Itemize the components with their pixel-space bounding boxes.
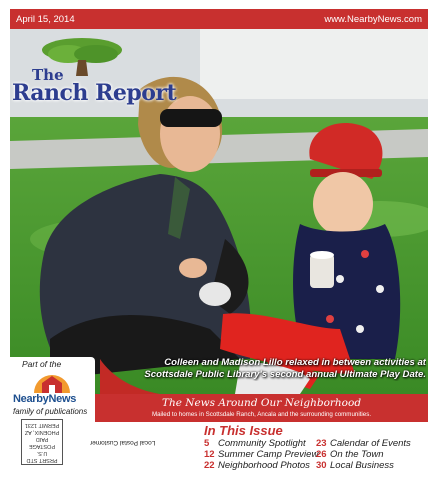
issue-page: 5 bbox=[204, 438, 210, 449]
part-of-badge bbox=[10, 357, 95, 423]
website-link[interactable]: www.NearbyNews.com bbox=[324, 13, 422, 25]
issue-label: Calendar of Events bbox=[330, 438, 411, 449]
issue-page: 30 bbox=[316, 460, 327, 471]
issue-item[interactable] bbox=[316, 438, 411, 449]
issue-column-left bbox=[204, 438, 318, 471]
brand-family: family of publications bbox=[13, 407, 88, 416]
issue-label: Community Spotlight bbox=[218, 438, 306, 449]
news-band bbox=[95, 394, 428, 422]
publication-title: Ranch Report bbox=[12, 80, 177, 106]
caption-line-1: Colleen and Madison Lillo relaxed in between activities at bbox=[164, 357, 426, 368]
issue-item[interactable] bbox=[316, 460, 411, 471]
issue-page: 26 bbox=[316, 449, 327, 460]
bottom-section bbox=[10, 423, 428, 477]
in-this-issue-title: In This Issue bbox=[204, 423, 283, 438]
postal-box bbox=[21, 419, 63, 465]
top-banner bbox=[10, 9, 428, 29]
issue-label: On the Town bbox=[330, 449, 384, 460]
issue-date: April 15, 2014 bbox=[16, 13, 75, 25]
issue-label: Neighborhood Photos bbox=[218, 460, 310, 471]
part-of-label: Part of the bbox=[22, 359, 62, 369]
issue-label: Summer Camp Preview bbox=[218, 449, 319, 460]
postal-line: PERMIT 1231 bbox=[24, 422, 60, 428]
caption-line-2: Scottsdale Public Library's second annual Ultimate Play Date. bbox=[144, 369, 426, 380]
postal-indicia bbox=[12, 422, 72, 465]
postal-line: PRSRT STD bbox=[26, 457, 58, 463]
postal-line: U.S. POSTAGE bbox=[28, 443, 56, 456]
issue-page: 12 bbox=[204, 449, 215, 460]
masthead-the: The bbox=[32, 66, 64, 84]
brand-name: NearbyNews bbox=[13, 393, 77, 405]
issue-item[interactable] bbox=[204, 449, 318, 460]
issue-page: 23 bbox=[316, 438, 327, 449]
masthead bbox=[10, 36, 177, 114]
news-band-heading: The News Around Our Neighborhood bbox=[161, 397, 362, 409]
issue-label: Local Business bbox=[330, 460, 394, 471]
issue-item[interactable] bbox=[204, 460, 318, 471]
news-band-subheading: Mailed to homes in Scottsdale Ranch, Ancala and the surrounding communities. bbox=[151, 411, 372, 418]
local-postal-customer: Local Postal Customer bbox=[90, 439, 156, 446]
postal-line: PAID bbox=[35, 436, 49, 442]
issue-item[interactable] bbox=[316, 449, 411, 460]
postal-line: PHOENIX, AZ bbox=[24, 429, 60, 435]
issue-item[interactable] bbox=[204, 438, 318, 449]
issue-column-right bbox=[316, 438, 411, 471]
house-logo-icon bbox=[32, 371, 72, 393]
issue-page: 22 bbox=[204, 460, 215, 471]
